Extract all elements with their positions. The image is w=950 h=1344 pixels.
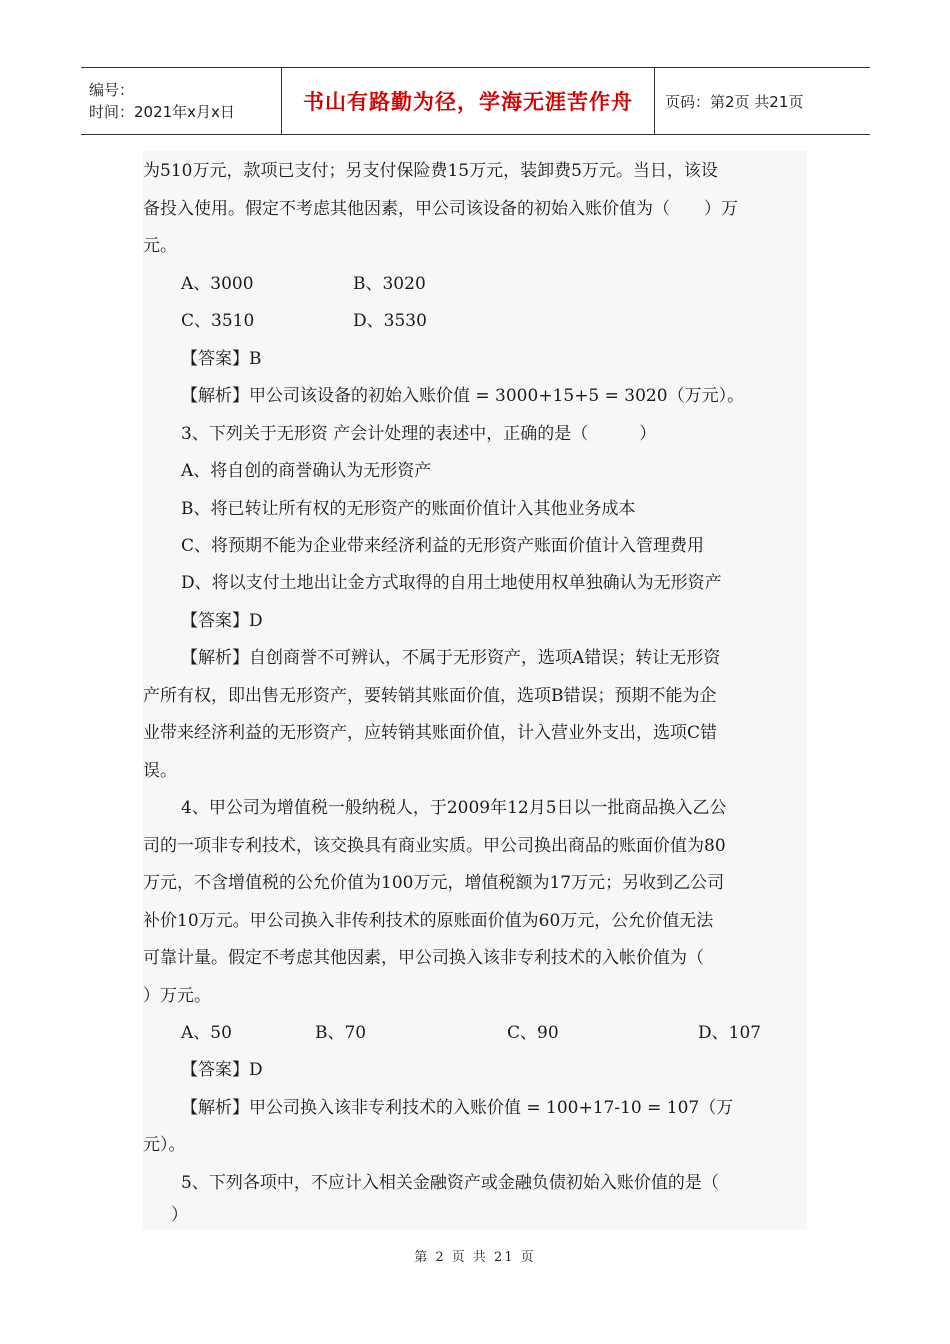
option-line: C、将预期不能为企业带来经济利益的无形资产账面价值计入管理费用 xyxy=(181,536,705,556)
text-line: 补价10万元。甲公司换入非传利技术的原账面价值为60万元，公允价值无法 xyxy=(143,911,714,931)
text-line: ）万元。 xyxy=(143,986,211,1006)
analysis-line: 【解析】甲公司换入该非专利技术的入账价值 = 100+17-10 = 107（万 xyxy=(181,1098,734,1118)
q2-option-c: C、3510 xyxy=(181,311,255,331)
option-line: B、将已转让所有权的无形资产的账面价值计入其他业务成本 xyxy=(181,499,636,519)
text-line: 万元，不含增值税的公允价值为100万元，增值税额为17万元；另收到乙公司 xyxy=(143,873,725,893)
text-line: 备投入使用。假定不考虑其他因素，甲公司该设备的初始入账价值为（ ）万 xyxy=(143,199,738,219)
text-line: 产所有权，即出售无形资产，要转销其账面价值，选项B错误；预期不能为企 xyxy=(143,686,717,706)
text-line: 为510万元，款项已支付；另支付保险费15万元，装卸费5万元。当日，该设 xyxy=(143,161,718,181)
document-body xyxy=(143,151,807,1229)
header-meta xyxy=(81,68,281,134)
q4-option-c: C、90 xyxy=(507,1023,559,1043)
option-line: D、将以支付土地出让金方式取得的自用土地使用权单独确认为无形资产 xyxy=(181,573,722,593)
q4-option-a: A、50 xyxy=(181,1023,232,1043)
time-label: 时间：2021年x月x日 xyxy=(89,103,235,121)
answer-line: 【答案】D xyxy=(181,611,263,631)
page-footer: 第 2 页 共 21 页 xyxy=(414,1250,536,1265)
answer-line: 【答案】D xyxy=(181,1060,263,1080)
q2-option-d: D、3530 xyxy=(353,311,427,331)
page-header xyxy=(81,67,870,135)
q4-option-d: D、107 xyxy=(698,1023,762,1043)
question-line: 5、下列各项中，不应计入相关金融资产或金融负债初始入账价值的是（ xyxy=(181,1173,719,1193)
text-line: 业带来经济利益的无形资产，应转销其账面价值，计入营业外支出，选项C错 xyxy=(143,723,718,743)
q2-option-a: A、3000 xyxy=(181,274,254,294)
analysis-line: 【解析】自创商誉不可辨认，不属于无形资产，选项A错误；转让无形资 xyxy=(181,648,721,668)
header-page-info-cell xyxy=(655,68,870,134)
q2-option-b: B、3020 xyxy=(353,274,426,294)
text-line: 元）。 xyxy=(143,1135,186,1155)
option-line: A、将自创的商誉确认为无形资产 xyxy=(181,461,432,481)
q4-option-b: B、70 xyxy=(315,1023,367,1043)
page-info: 页码：第2页 共21页 xyxy=(665,92,804,111)
number-label: 编号： xyxy=(89,81,135,99)
text-line: ） xyxy=(171,1205,188,1225)
header-motto-cell xyxy=(281,68,655,134)
analysis-line: 【解析】甲公司该设备的初始入账价值 = 3000+15+5 = 3020（万元）。 xyxy=(181,386,745,406)
motto: 书山有路勤为径，学海无涯苦作舟 xyxy=(303,90,633,114)
text-line: 误。 xyxy=(143,761,177,781)
question-line: 4、甲公司为增值税一般纳税人，于2009年12月5日以一批商品换入乙公 xyxy=(181,798,727,818)
text-line: 可靠计量。假定不考虑其他因素，甲公司换入该非专利技术的入帐价值为（ xyxy=(143,948,704,968)
question-line: 3、下列关于无形资 产会计处理的表述中，正确的是（ ） xyxy=(181,424,657,444)
text-line: 司的一项非专利技术，该交换具有商业实质。甲公司换出商品的账面价值为80 xyxy=(143,836,726,856)
text-line: 元。 xyxy=(143,236,177,256)
answer-line: 【答案】B xyxy=(181,349,262,369)
